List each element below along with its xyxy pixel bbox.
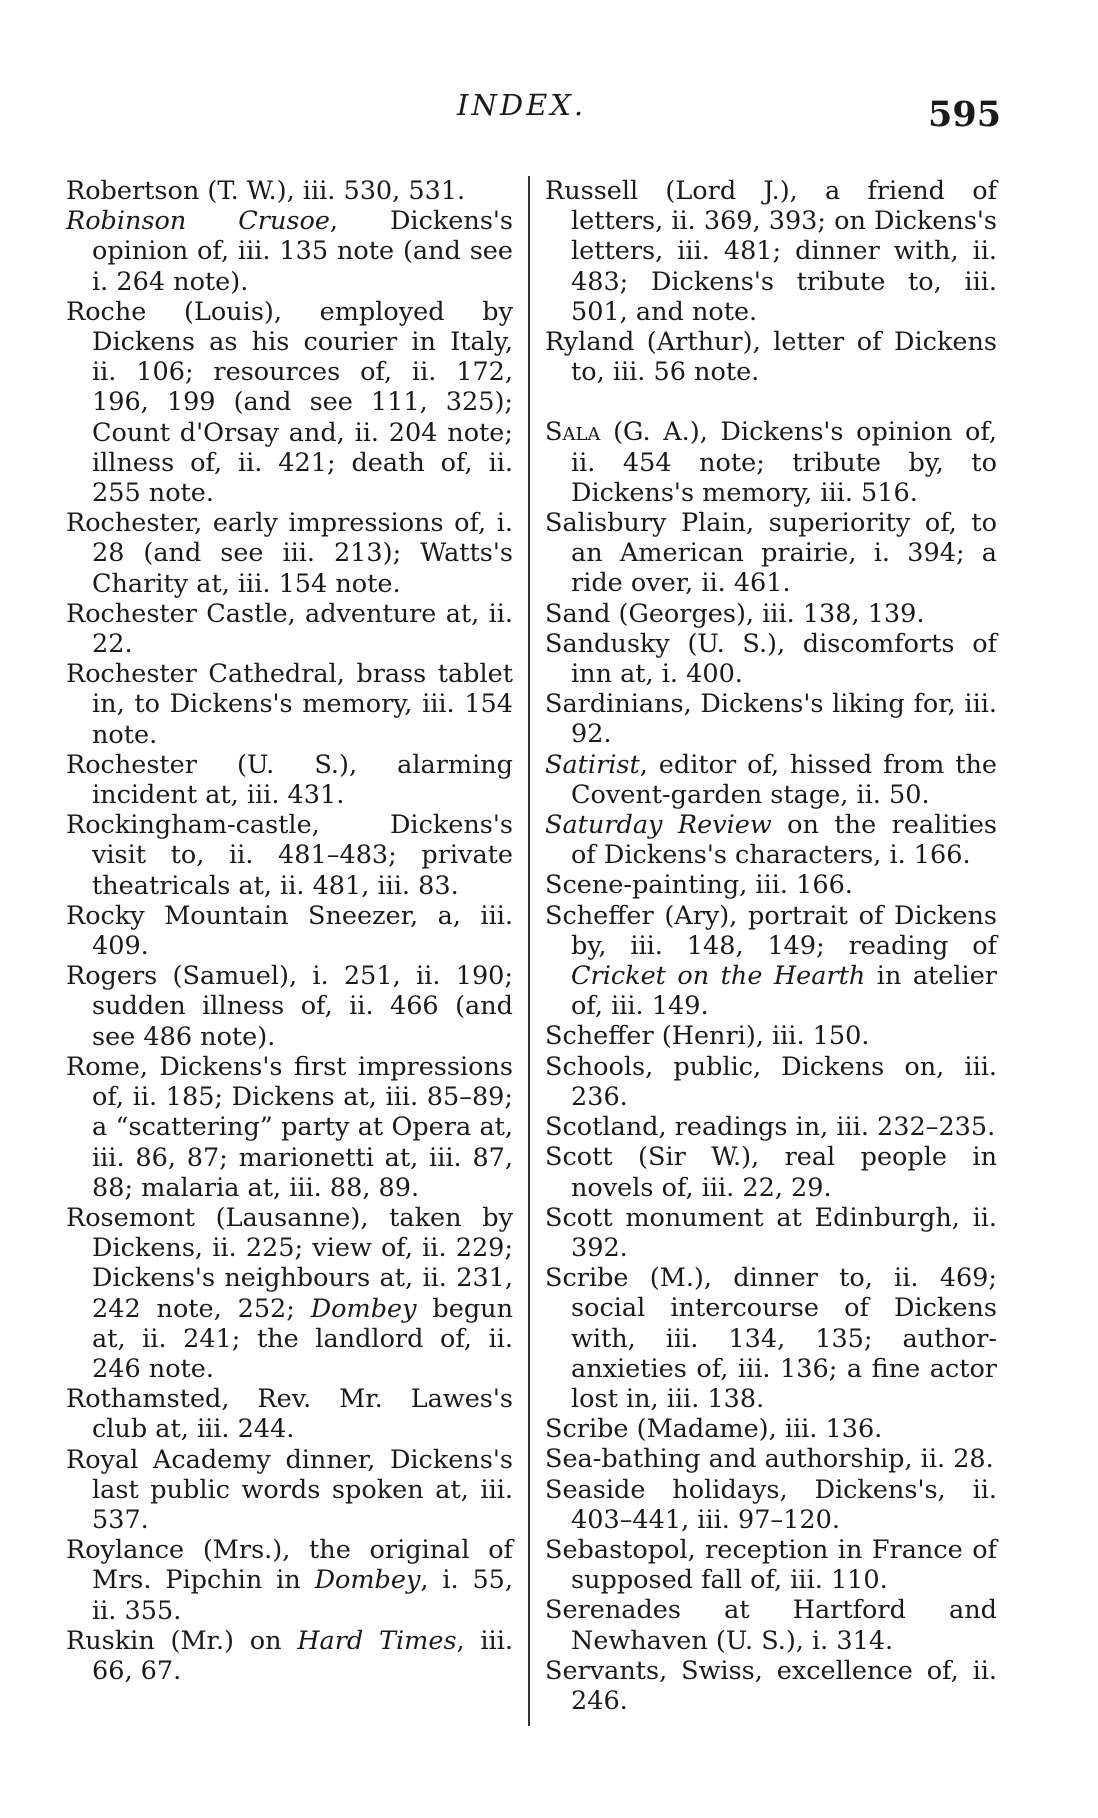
index-entry	[66, 750, 513, 810]
index-entry-title-italic: Dombey	[314, 1565, 421, 1596]
index-entry-text: Rothamsted, Rev. Mr. Lawes's club at, iii. 244.	[66, 1384, 513, 1445]
index-entry-text: , i. 55, ii. 355.	[92, 1565, 514, 1626]
index-entry	[545, 599, 997, 629]
index-column-right	[545, 176, 997, 1716]
index-entry-text: Scheffer (Ary), portrait of Dickens by, iii. 148, 149; reading of	[545, 900, 997, 961]
index-entry	[66, 176, 513, 206]
index-entry-text: Royal Academy dinner, Dickens's last public words spoken at, iii. 537.	[66, 1444, 513, 1535]
index-entry	[545, 508, 997, 599]
index-entry	[545, 689, 997, 749]
index-entry-text: Ruskin (Mr.) on	[66, 1625, 298, 1656]
index-entry-title-italic: Cricket on the Hearth	[571, 961, 866, 992]
index-entry-text: , editor of, hissed from the Covent-garden stage, ii. 50.	[571, 749, 997, 810]
index-entry	[545, 901, 997, 1022]
index-entry-title-italic: Hard Times	[297, 1625, 457, 1656]
page-number: 595	[928, 94, 1002, 135]
index-entry-text: Scheffer (Henri), iii. 150.	[545, 1021, 870, 1052]
index-entry	[66, 1445, 513, 1536]
index-entry-text: Scotland, readings in, iii. 232–235.	[545, 1112, 996, 1143]
index-entry-text: Rochester Cathedral, brass tablet in, to Dickens's memory, iii. 154 note.	[66, 659, 513, 750]
index-entry	[545, 1112, 997, 1142]
index-entry-text: begun at, ii. 241; the landlord of, ii. 246 note.	[92, 1293, 513, 1384]
index-entry-text: Scribe (M.), dinner to, ii. 469; social intercourse of Dickens with, iii. 134, 135; author-anxieties of, iii. 136; a fine actor lost in, iii. 138.	[545, 1263, 997, 1414]
index-entry	[545, 1656, 997, 1716]
index-entry	[545, 1021, 997, 1051]
index-entry	[545, 1444, 997, 1474]
index-entry-text: Serenades at Hartford and Newhaven (U. S.), i. 314.	[545, 1595, 997, 1656]
index-entry-text: Rochester (U. S.), alarming incident at, iii. 431.	[66, 749, 513, 811]
index-entry	[66, 206, 513, 297]
index-entry-title-italic: Saturday Review	[545, 810, 772, 841]
index-entry	[545, 1595, 997, 1655]
index-entry-text: Ryland (Arthur), letter of Dickens to, iii. 56 note.	[545, 327, 997, 388]
index-entry	[66, 1626, 513, 1686]
index-entry-text: Sardinians, Dickens's liking for, iii. 92.	[545, 689, 997, 750]
index-entry-title-italic: Robinson Crusoe	[66, 206, 330, 237]
index-entry	[545, 327, 997, 387]
index-entry-text: Rogers (Samuel), i. 251, ii. 190; sudden illness of, ii. 466 (and see 486 note).	[66, 961, 513, 1052]
index-entry-text: Rome, Dickens's first impressions of, ii. 185; Dickens at, iii. 85–89; a “scattering” party at Opera at, iii. 86, 87; marionetti at, iii. 87, 88; malaria at, iii. 88, 89.	[66, 1051, 513, 1203]
index-entry	[545, 629, 997, 689]
index-entry	[545, 1535, 997, 1595]
index-entry	[545, 810, 997, 870]
index-entry-text: Rochester Castle, adventure at, ii. 22.	[66, 598, 513, 660]
index-entry	[66, 599, 513, 659]
index-entry	[545, 417, 997, 508]
running-title: INDEX.	[457, 88, 587, 122]
index-entry-text: Rosemont (Lausanne), taken by Dickens, ii. 225; view of, ii. 229; Dickens's neighbours at, ii. 231, 242 note, 252;	[66, 1202, 513, 1324]
index-entry-text: Servants, Swiss, excellence of, ii. 246.	[545, 1655, 997, 1716]
index-entry-text: Salisbury Plain, superiority of, to an American prairie, i. 394; a ride over, ii. 461.	[545, 508, 997, 599]
index-entry	[545, 1052, 997, 1112]
index-entry	[545, 1414, 997, 1444]
index-column-left	[66, 176, 513, 1686]
index-entry	[66, 810, 513, 901]
index-entry	[66, 1535, 513, 1626]
column-divider	[528, 176, 530, 1726]
index-entry	[66, 1203, 513, 1384]
index-entry-text: Rochester, early impressions of, i. 28 (and see iii. 213); Watts's Charity at, iii. 154 note.	[66, 508, 513, 599]
index-entry-text: Seaside holidays, Dickens's, ii. 403–441, iii. 97–120.	[545, 1474, 997, 1535]
index-entry	[545, 1475, 997, 1535]
index-entry-text: , Dickens's opinion of, iii. 135 note (and see i. 264 note).	[92, 206, 513, 297]
index-entry-text: Sandusky (U. S.), discomforts of inn at, i. 400.	[545, 628, 997, 690]
index-entry	[66, 1384, 513, 1444]
index-entry-text: Robertson (T. W.), iii. 530, 531.	[66, 176, 466, 206]
index-entry-text: (G. A.), Dickens's opinion of, ii. 454 note; tribute by, to Dickens's memory, iii. 516.	[571, 417, 997, 508]
index-entry-text: Rockingham-castle, Dickens's visit to, ii. 481–483; private theatricals at, ii. 481, iii. 83.	[66, 810, 513, 901]
index-entry-text: on the realities of Dickens's characters, i. 166.	[571, 810, 997, 871]
index-entry	[545, 1203, 997, 1263]
index-entry	[66, 901, 513, 961]
index-entry-text: Sea-bathing and authorship, ii. 28.	[545, 1444, 994, 1475]
index-entry-text: Scott (Sir W.), real people in novels of, iii. 22, 29.	[545, 1142, 997, 1203]
index-entry	[66, 961, 513, 1052]
index-entry-title-italic: Dombey	[310, 1293, 417, 1324]
index-entry	[66, 659, 513, 750]
index-entry	[66, 508, 513, 599]
index-entry	[545, 750, 997, 810]
index-entry	[545, 176, 997, 327]
index-entry-text: Roche (Louis), employed by Dickens as his courier in Italy, ii. 106; resources of, ii. 172, 196, 199 (and see 111, 325); Count d'Orsay and, ii. 204 note; illness of, ii. 421; death of, ii. 255 note.	[66, 296, 513, 509]
index-entry-text: Rocky Mountain Sneezer, a, iii. 409.	[66, 900, 513, 962]
index-entry-text: Russell (Lord J.), a friend of letters, ii. 369, 393; on Dickens's letters, iii. 481; dinner with, ii. 483; Dickens's tribute to, iii. 501, and note.	[545, 176, 998, 327]
index-entry-title-italic: Satirist	[545, 749, 640, 780]
index-entry-text: Scribe (Madame), iii. 136.	[545, 1414, 883, 1445]
index-entry	[545, 1263, 997, 1414]
index-entry-text: Roylance (Mrs.), the original of Mrs. Pipchin in	[66, 1535, 513, 1596]
index-entry-text: Sebastopol, reception in France of supposed fall of, iii. 110.	[545, 1534, 997, 1596]
index-entry-text: , iii. 66, 67.	[92, 1625, 513, 1686]
index-entry-text: Schools, public, Dickens on, iii. 236.	[545, 1051, 997, 1112]
index-entry	[545, 1142, 997, 1202]
page-header	[0, 88, 1098, 138]
index-entry-text: in atelier of, iii. 149.	[571, 961, 997, 1022]
index-entry-text: Sand (Georges), iii. 138, 139.	[545, 598, 925, 629]
index-entry-text: Scene-painting, iii. 166.	[545, 870, 853, 901]
index-entry	[545, 870, 997, 900]
index-entry-text: Scott monument at Edinburgh, ii. 392.	[545, 1202, 997, 1263]
index-entry	[66, 1052, 513, 1203]
index-entry	[66, 297, 513, 508]
index-entry-text: Sala	[545, 417, 601, 448]
